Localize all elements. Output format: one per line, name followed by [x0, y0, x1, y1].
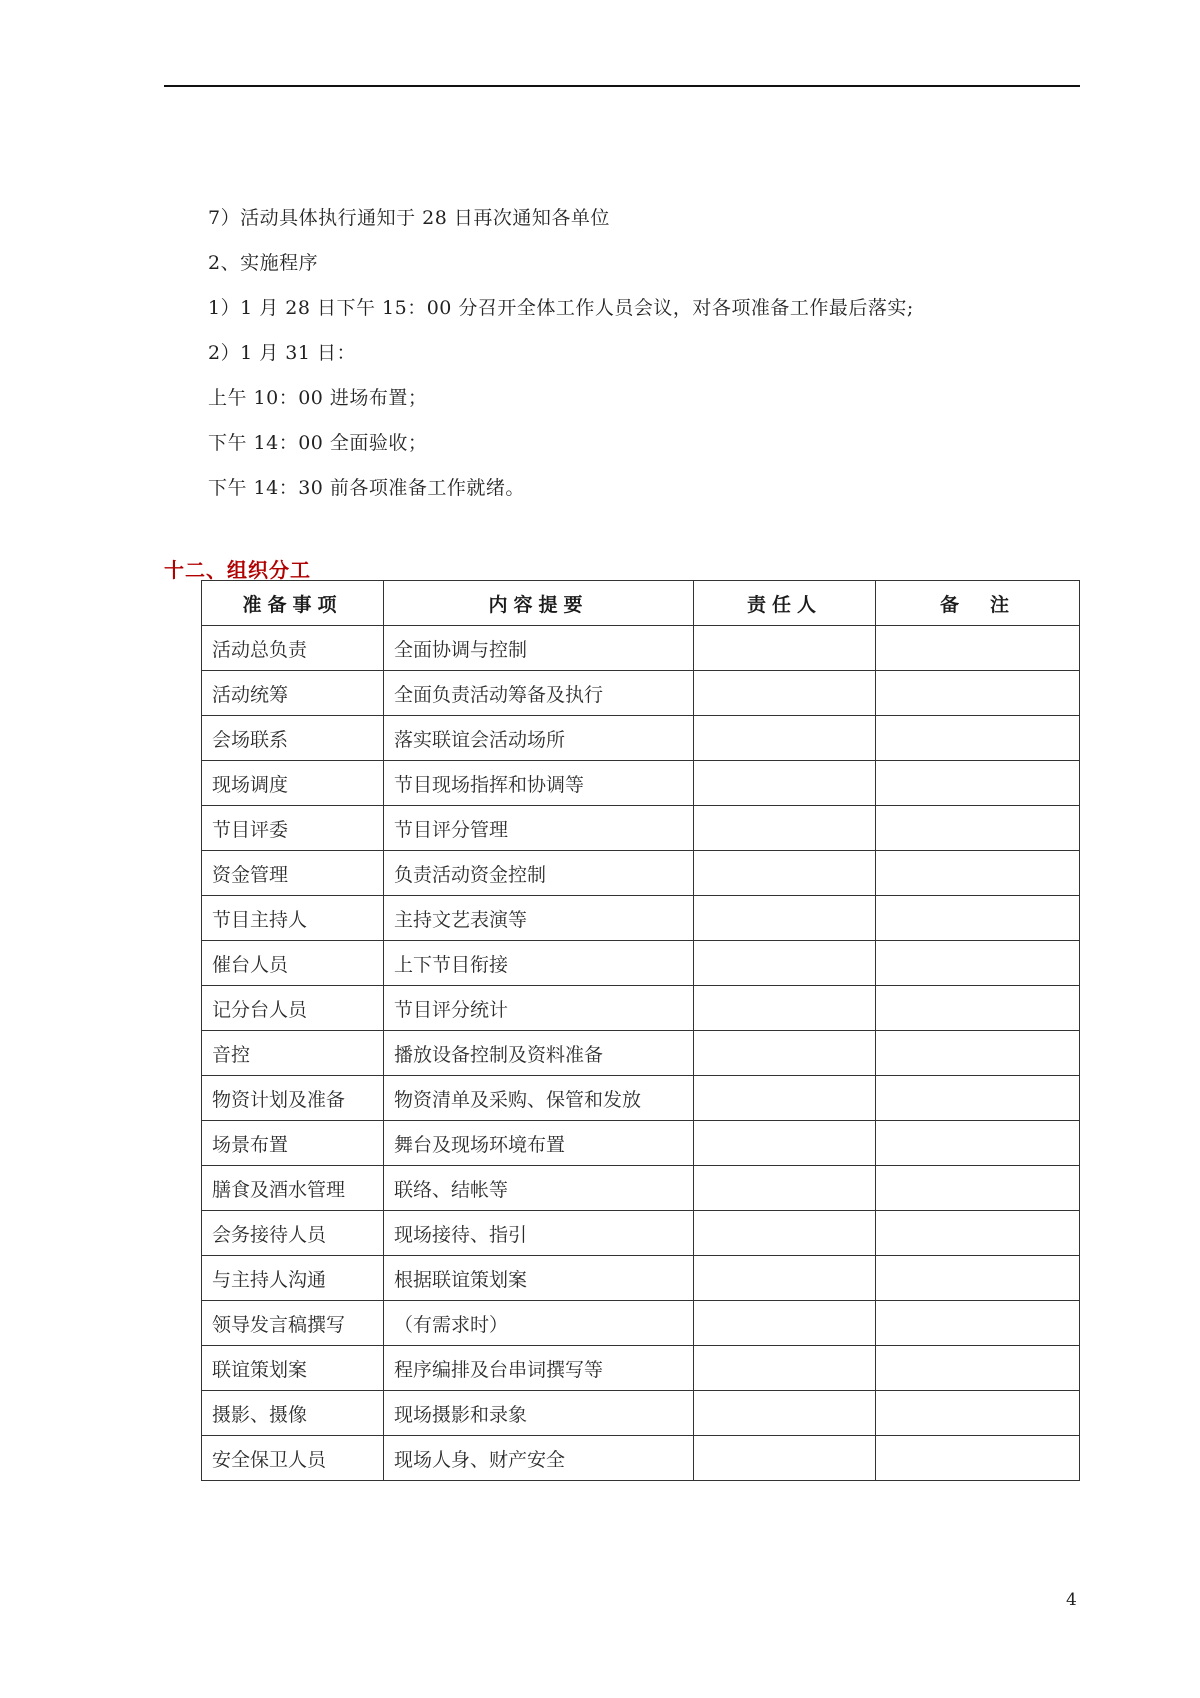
cell-item: 催台人员	[202, 941, 384, 986]
cell-owner	[694, 1166, 876, 1211]
body-line: 下午 14：30 前各项准备工作就绪。	[208, 477, 525, 499]
body-text	[208, 200, 1088, 515]
cell-content: 现场接待、指引	[384, 1211, 694, 1256]
header-item: 准备事项	[202, 581, 384, 626]
table-row	[202, 1346, 1080, 1391]
cell-item: 资金管理	[202, 851, 384, 896]
cell-owner	[694, 941, 876, 986]
cell-item: 会务接待人员	[202, 1211, 384, 1256]
cell-note	[876, 761, 1080, 806]
cell-owner	[694, 1391, 876, 1436]
table-row	[202, 806, 1080, 851]
cell-note	[876, 941, 1080, 986]
cell-item: 现场调度	[202, 761, 384, 806]
body-line: 下午 14：00 全面验收；	[208, 432, 428, 454]
cell-content: 舞台及现场环境布置	[384, 1121, 694, 1166]
cell-content: （有需求时）	[384, 1301, 694, 1346]
cell-note	[876, 1211, 1080, 1256]
cell-note	[876, 671, 1080, 716]
section-heading: 十二、组织分工	[164, 558, 311, 582]
cell-item: 节目评委	[202, 806, 384, 851]
table-row	[202, 1031, 1080, 1076]
cell-content: 根据联谊策划案	[384, 1256, 694, 1301]
cell-item: 联谊策划案	[202, 1346, 384, 1391]
cell-note	[876, 1166, 1080, 1211]
table-row	[202, 1301, 1080, 1346]
cell-owner	[694, 1076, 876, 1121]
header-note: 备 注	[876, 581, 1080, 626]
table-row	[202, 986, 1080, 1031]
table-row	[202, 1256, 1080, 1301]
organization-table	[201, 580, 1080, 1481]
cell-note	[876, 1121, 1080, 1166]
cell-owner	[694, 851, 876, 896]
cell-owner	[694, 626, 876, 671]
cell-item: 活动统筹	[202, 671, 384, 716]
table-row	[202, 626, 1080, 671]
cell-content: 物资清单及采购、保管和发放	[384, 1076, 694, 1121]
cell-owner	[694, 1436, 876, 1481]
table-row	[202, 1121, 1080, 1166]
cell-content: 现场摄影和录象	[384, 1391, 694, 1436]
cell-item: 领导发言稿撰写	[202, 1301, 384, 1346]
cell-item: 记分台人员	[202, 986, 384, 1031]
cell-owner	[694, 806, 876, 851]
cell-note	[876, 1076, 1080, 1121]
cell-content: 全面协调与控制	[384, 626, 694, 671]
cell-owner	[694, 1211, 876, 1256]
cell-note	[876, 1256, 1080, 1301]
cell-owner	[694, 1256, 876, 1301]
cell-note	[876, 626, 1080, 671]
cell-item: 安全保卫人员	[202, 1436, 384, 1481]
body-line: 7）活动具体执行通知于 28 日再次通知各单位	[208, 207, 610, 229]
cell-owner	[694, 986, 876, 1031]
table-header-row	[202, 581, 1080, 626]
cell-owner	[694, 761, 876, 806]
cell-item: 节目主持人	[202, 896, 384, 941]
body-line: 2、实施程序	[208, 252, 319, 274]
cell-item: 音控	[202, 1031, 384, 1076]
table-row	[202, 851, 1080, 896]
table-row	[202, 1166, 1080, 1211]
table-row	[202, 761, 1080, 806]
table-row	[202, 716, 1080, 761]
cell-content: 现场人身、财产安全	[384, 1436, 694, 1481]
cell-content: 播放设备控制及资料准备	[384, 1031, 694, 1076]
cell-note	[876, 1391, 1080, 1436]
cell-owner	[694, 1301, 876, 1346]
table-row	[202, 941, 1080, 986]
body-line: 上午 10：00 进场布置；	[208, 387, 428, 409]
cell-note	[876, 1436, 1080, 1481]
table-row	[202, 1076, 1080, 1121]
cell-content: 主持文艺表演等	[384, 896, 694, 941]
cell-owner	[694, 896, 876, 941]
cell-item: 场景布置	[202, 1121, 384, 1166]
cell-note	[876, 1301, 1080, 1346]
cell-owner	[694, 1121, 876, 1166]
cell-item: 膳食及酒水管理	[202, 1166, 384, 1211]
cell-note	[876, 896, 1080, 941]
cell-content: 联络、结帐等	[384, 1166, 694, 1211]
header-rule	[164, 85, 1080, 87]
cell-content: 节目现场指挥和协调等	[384, 761, 694, 806]
cell-content: 节目评分统计	[384, 986, 694, 1031]
cell-item: 与主持人沟通	[202, 1256, 384, 1301]
cell-owner	[694, 1346, 876, 1391]
page-number: 4	[1066, 1590, 1077, 1610]
table-row	[202, 1391, 1080, 1436]
table-row	[202, 896, 1080, 941]
header-content: 内容提要	[384, 581, 694, 626]
cell-content: 上下节目衔接	[384, 941, 694, 986]
table-body	[202, 626, 1080, 1481]
cell-item: 物资计划及准备	[202, 1076, 384, 1121]
cell-note	[876, 851, 1080, 896]
cell-owner	[694, 716, 876, 761]
body-line: 1）1 月 28 日下午 15：00 分召开全体工作人员会议，对各项准备工作最后落实;	[208, 297, 914, 319]
cell-content: 负责活动资金控制	[384, 851, 694, 896]
cell-note	[876, 806, 1080, 851]
cell-note	[876, 986, 1080, 1031]
cell-item: 摄影、摄像	[202, 1391, 384, 1436]
cell-note	[876, 1031, 1080, 1076]
cell-owner	[694, 671, 876, 716]
cell-item: 活动总负责	[202, 626, 384, 671]
header-owner: 责任人	[694, 581, 876, 626]
cell-content: 落实联谊会活动场所	[384, 716, 694, 761]
cell-note	[876, 1346, 1080, 1391]
cell-owner	[694, 1031, 876, 1076]
cell-content: 节目评分管理	[384, 806, 694, 851]
cell-content: 程序编排及台串词撰写等	[384, 1346, 694, 1391]
table-row	[202, 671, 1080, 716]
table-row	[202, 1211, 1080, 1256]
cell-item: 会场联系	[202, 716, 384, 761]
cell-note	[876, 716, 1080, 761]
body-line: 2）1 月 31 日：	[208, 342, 356, 364]
cell-content: 全面负责活动筹备及执行	[384, 671, 694, 716]
table-row	[202, 1436, 1080, 1481]
